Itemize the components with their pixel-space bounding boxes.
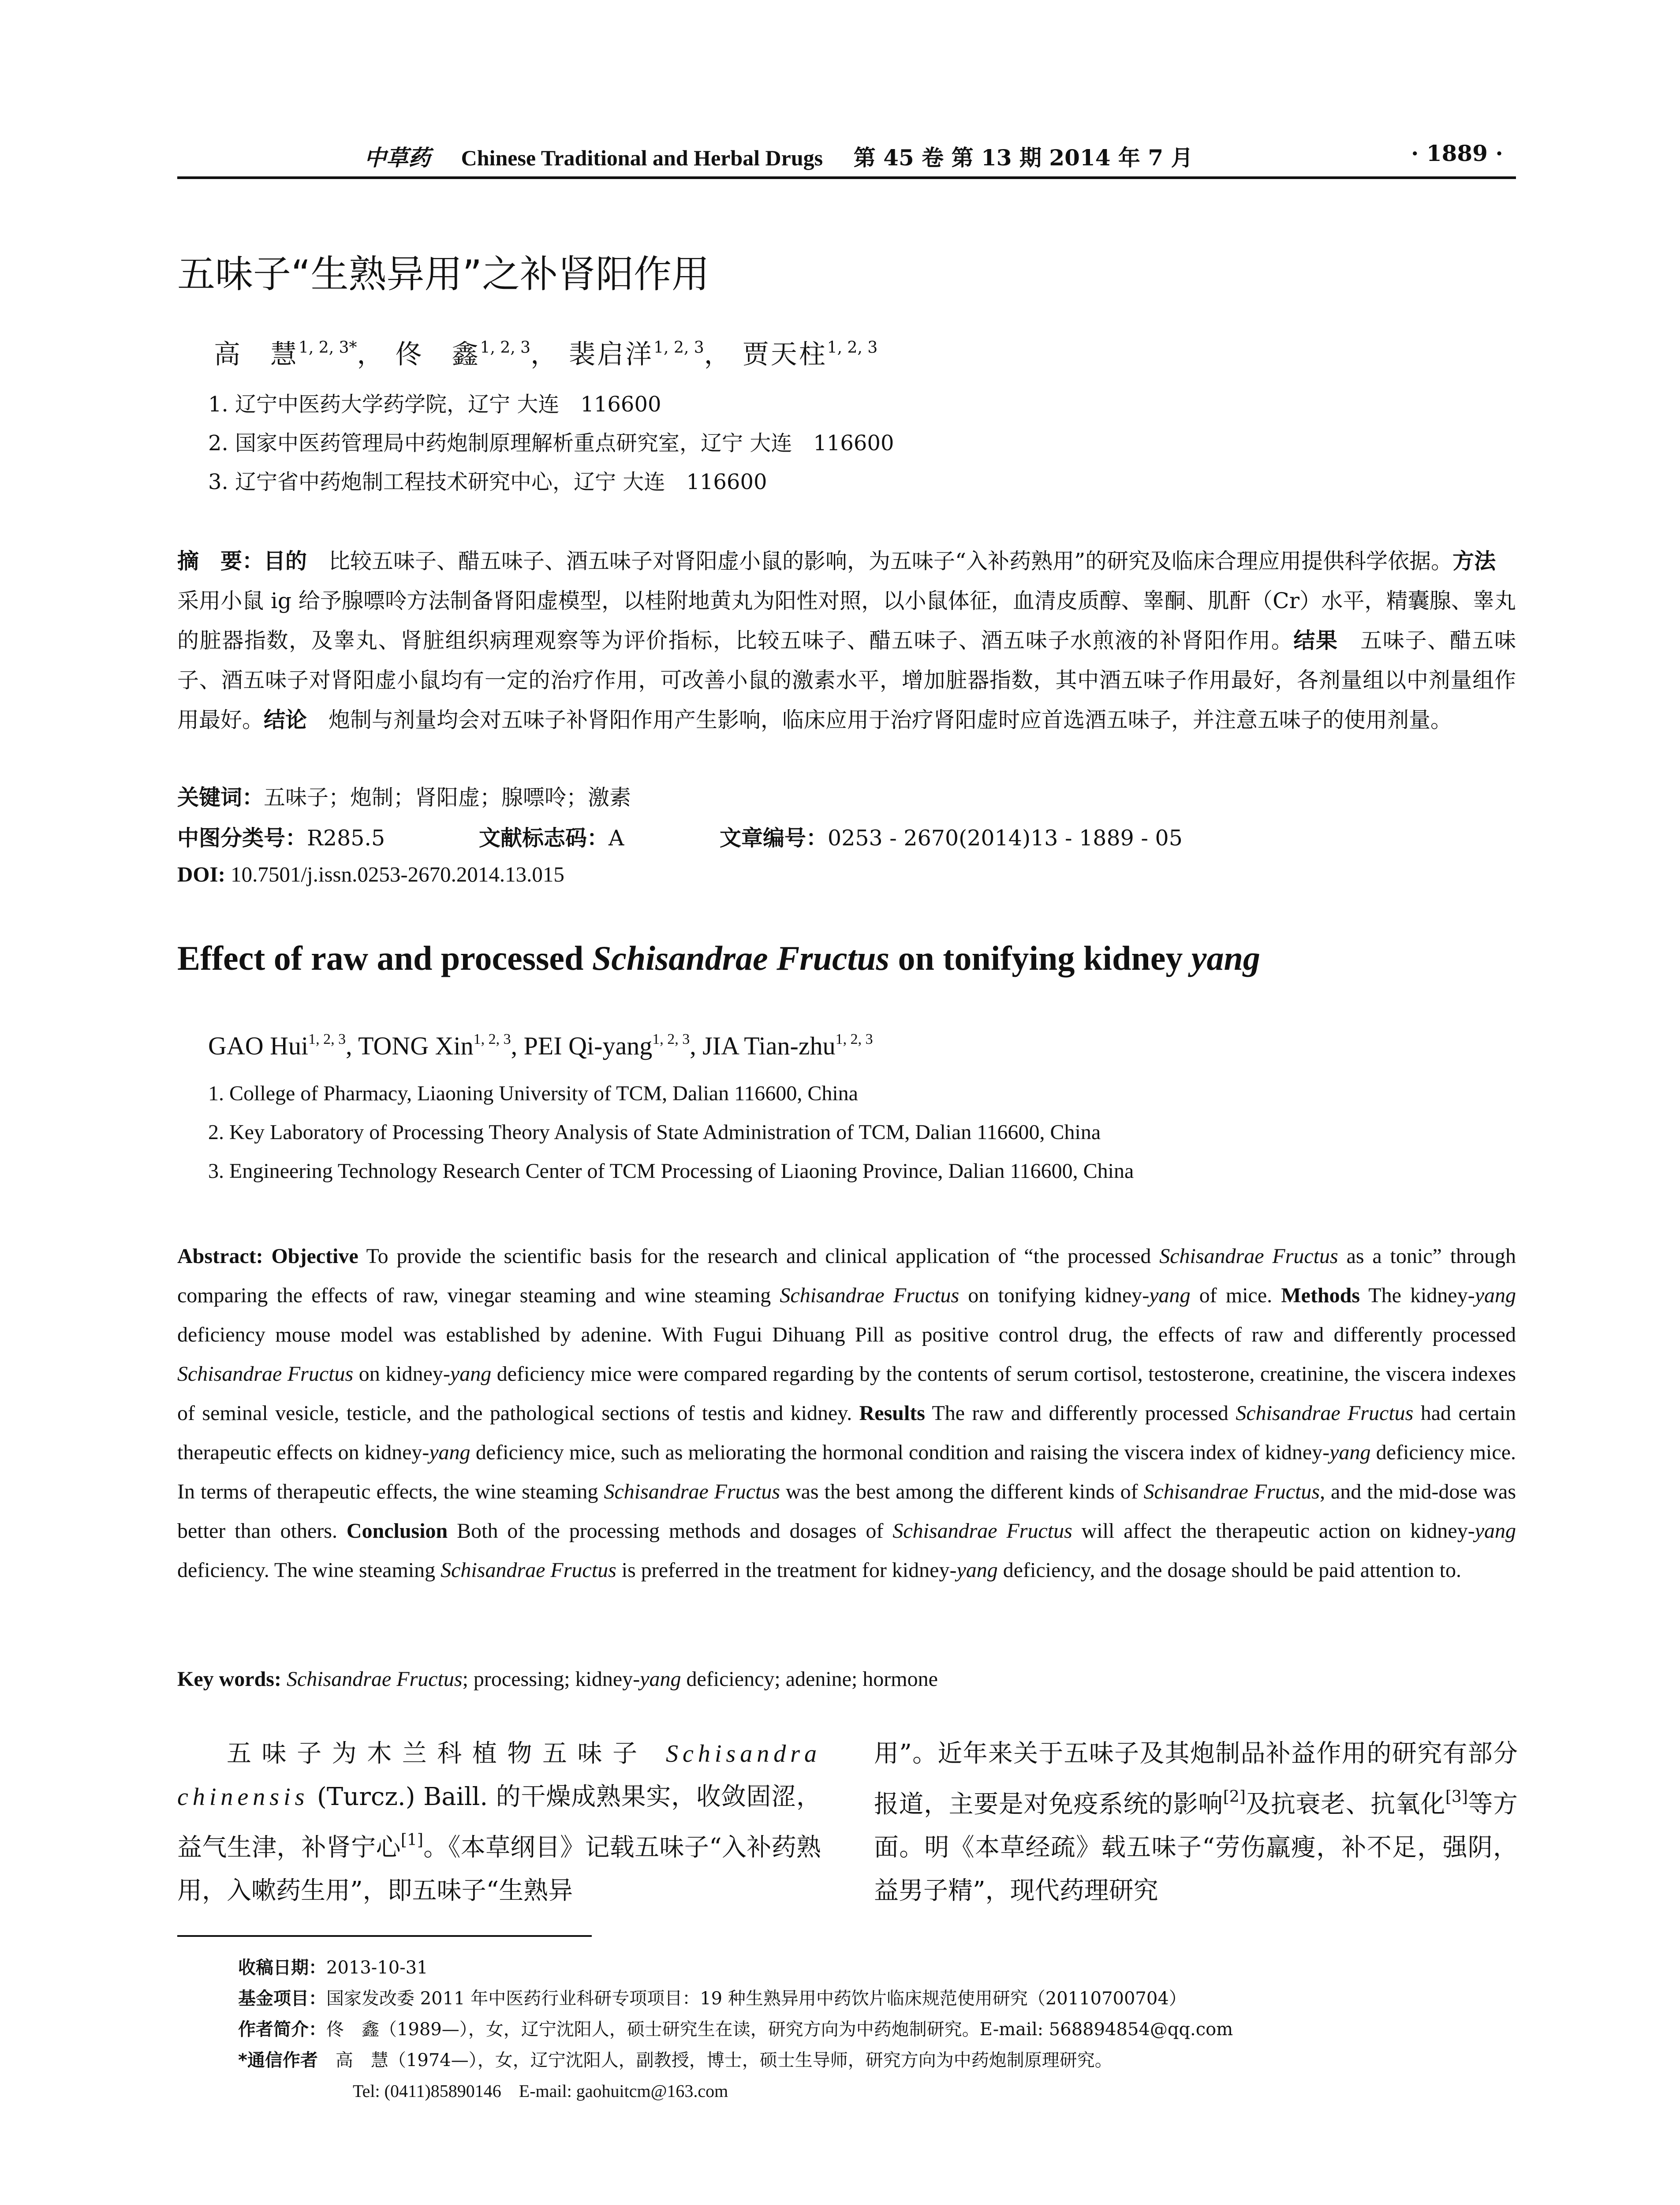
keywords-en: [177, 1667, 938, 1691]
body-text: 。《本草纲目》记载五味子“入补药熟用，入嗽药生用”，即五味子“生熟异: [177, 1833, 821, 1905]
doi-label: DOI:: [177, 862, 225, 886]
methods-label-cn: 方法: [1452, 549, 1496, 574]
abstract-text: on kidney-: [353, 1362, 450, 1386]
author-cn-name: 裴启洋: [569, 339, 654, 370]
yang-term: yang: [450, 1362, 492, 1386]
abstract-text: The kidney-: [1360, 1284, 1475, 1307]
results-label-en: Results: [859, 1401, 925, 1425]
species-name: Schisandrae Fructus: [1236, 1401, 1414, 1425]
footnote-text: 高 慧（1974—），女，辽宁沈阳人，副教授，博士，硕士生导师，研究方向为中药炮制原理研究。: [317, 2050, 1113, 2070]
title-en-part: on tonifying kidney: [889, 939, 1191, 977]
body-text: 五味子为木兰科植物五味子: [227, 1739, 666, 1768]
yang-term: yang: [1149, 1284, 1191, 1307]
abstract-text: on tonifying kidney-: [959, 1284, 1150, 1307]
author-en-name: JIA Tian-zhu: [702, 1031, 836, 1060]
clc-value: R285.5: [307, 826, 385, 851]
yang-term: yang: [429, 1441, 470, 1464]
title-en-yang: yang: [1191, 939, 1260, 977]
author-en-sup: 1, 2, 3: [308, 1031, 346, 1047]
body-column-right: [874, 1732, 1518, 1913]
yang-term: yang: [1475, 1284, 1516, 1307]
abstract-text: had certain therapeutic effects on kidney-: [177, 1401, 1516, 1464]
author-en-name: GAO Hui: [208, 1031, 309, 1060]
yang-term: yang: [1475, 1519, 1516, 1543]
author-cn-sup: 1, 2, 3*: [299, 339, 357, 357]
article-value: 0253 - 2670(2014)13 - 1889 - 05: [828, 826, 1183, 851]
keywords-cn: [177, 781, 631, 811]
methods-label-en: Methods: [1281, 1284, 1360, 1307]
abstract-text: is preferred in the treatment for kidney-: [616, 1558, 957, 1582]
species-name: Schisandrae Fructus: [1143, 1480, 1320, 1503]
affiliation-en: 3. Engineering Technology Research Center of TCM Processing of Liaoning Province, Dalian 116600, China: [208, 1159, 1134, 1183]
keywords-text: deficiency; adenine; hormone: [681, 1667, 938, 1691]
footnote-label: 基金项目：: [238, 1988, 326, 2009]
title-en-part: Effect of raw and processed: [177, 939, 592, 977]
doi-line: [177, 862, 564, 887]
conclusion-text-cn: 炮制与剂量均会对五味子补肾阳作用产生影响，临床应用于治疗肾阳虚时应首选酒五味子，并注意五味子的使用剂量。: [307, 707, 1452, 733]
author-en-sup: 1, 2, 3: [652, 1031, 690, 1047]
doc-value: A: [609, 826, 624, 851]
article-label: 文章编号：: [720, 826, 828, 851]
footnote-author: [238, 2015, 1233, 2041]
abstract-text: of mice.: [1190, 1284, 1273, 1307]
journal-name-en: Chinese Traditional and Herbal Drugs: [461, 146, 823, 170]
abstract-text: deficiency. The wine steaming: [177, 1558, 441, 1582]
footnote-fund: [238, 1984, 1187, 2010]
doc-code: [479, 821, 624, 852]
keywords-en-label: Key words:: [177, 1667, 281, 1691]
author-en-name: PEI Qi-yang: [523, 1031, 653, 1060]
affiliation-cn: 3. 辽宁省中药炮制工程技术研究中心，辽宁 大连 116600: [208, 470, 767, 494]
affiliation-en: 2. Key Laboratory of Processing Theory Analysis of State Administration of TCM, Dalian 116600, China: [208, 1121, 1101, 1144]
body-text: 及抗衰老、抗氧化: [1245, 1790, 1445, 1819]
yang-term: yang: [956, 1558, 998, 1582]
body-text: (Turcz.) Baill. 的干燥成熟果实，收敛固涩，益气生津，补肾宁心: [177, 1783, 821, 1862]
objective-text-cn: 比较五味子、醋五味子、酒五味子对肾阳虚小鼠的影响，为五味子“入补药熟用”的研究及临床合理应用提供科学依据。: [307, 549, 1453, 574]
clc-label: 中图分类号：: [177, 826, 307, 851]
citation-ref: [1]: [400, 1831, 423, 1849]
doi-value: 10.7501/j.issn.0253-2670.2014.13.015: [231, 862, 564, 886]
abstract-text: deficiency mice were compared regarding by the contents of serum cortisol, testosterone, creatinine, the viscera indexes of seminal vesicle, testicle, and the pathological sections of testis and kidney.: [177, 1362, 1516, 1425]
title-en: [177, 938, 1260, 978]
title-cn: 五味子“生熟异用”之补肾阳作用: [177, 252, 710, 296]
citation-ref: [2]: [1223, 1788, 1246, 1806]
journal-name-cn: 中草药: [364, 145, 430, 171]
footnote-label: *通信作者: [238, 2050, 318, 2070]
authors-cn: [214, 333, 877, 371]
footnote-received: [238, 1954, 428, 1979]
keywords-text: ; processing; kidney-: [462, 1667, 640, 1691]
abstract-text: was the best among the different kinds of: [780, 1480, 1144, 1503]
citation-ref: [3]: [1445, 1788, 1468, 1806]
footnote-text: 2013-10-31: [326, 1958, 428, 1978]
abstract-text: deficiency mouse model was established by adenine. With Fugui Dihuang Pill as positive control drug, the effects of raw and differently processed: [177, 1323, 1516, 1346]
footnote-text: 佟 鑫（1989—），女，辽宁沈阳人，硕士研究生在读，研究方向为中药炮制研究。E-mail: 568894854@qq.com: [326, 2019, 1233, 2040]
footnote-label: 作者简介：: [238, 2019, 326, 2040]
abstract-en-label: Abstract: Objective: [177, 1245, 358, 1268]
author-cn-sup: 1, 2, 3: [480, 339, 531, 357]
species-name: Schisandrae Fructus: [780, 1284, 959, 1307]
author-en-sup: 1, 2, 3: [835, 1031, 873, 1047]
keywords-cn-label: 关键词：: [177, 785, 264, 810]
author-en-sup: 1, 2, 3: [473, 1031, 511, 1047]
results-label-cn: 结果: [1293, 628, 1338, 653]
author-cn-sep: ，: [704, 339, 732, 370]
abstract-text: deficiency, and the dosage should be paid attention to.: [997, 1558, 1461, 1582]
abstract-text: deficiency mice. In terms of therapeutic effects, the wine steaming: [177, 1441, 1516, 1503]
conclusion-label-en: Conclusion: [346, 1519, 448, 1543]
keyword-yang: yang: [640, 1667, 681, 1691]
author-cn-sep: ，: [530, 339, 559, 370]
body-column-left: [177, 1732, 821, 1913]
author-cn-sup: 1, 2, 3: [653, 339, 704, 357]
body-text: 用”。近年来关于五味子及其炮制品补益作用的研究有部分报道，主要是对免疫系统的影响: [874, 1739, 1518, 1819]
abstract-text: as a tonic” through comparing the effects of raw, vinegar steaming and wine steaming: [177, 1245, 1516, 1307]
body-text: 等方面。明《本草经疏》载五味子“劳伤羸瘦，补不足，强阴，益男子精”，现代药理研究: [874, 1790, 1518, 1905]
title-en-species: Schisandrae Fructus: [592, 939, 889, 977]
page-number: · 1889 ·: [1411, 140, 1503, 166]
author-cn-name: 佟 鑫: [395, 339, 480, 370]
abstract-text: will affect the therapeutic action on kidney-: [1072, 1519, 1475, 1543]
species-name: Schisandrae Fructus: [892, 1519, 1072, 1543]
footnote-rule: [177, 1935, 592, 1937]
footnote-label: 收稿日期：: [238, 1958, 326, 1978]
species-name: Schisandrae Fructus: [1159, 1245, 1338, 1268]
author-en-sep: ,: [511, 1031, 524, 1060]
species-name: Schisandrae Fructus: [177, 1362, 354, 1386]
abstract-text: , and the mid-dose was better than others.: [177, 1480, 1516, 1543]
header-rule: [177, 176, 1516, 179]
author-en-sep: ,: [346, 1031, 358, 1060]
classification-line: [177, 821, 385, 852]
abstract-cn: [177, 542, 1516, 740]
conclusion-label-cn: 结论: [264, 707, 307, 733]
affiliation-cn: 1. 辽宁中医药大学药学院，辽宁 大连 116600: [208, 392, 661, 417]
journal-issue: 第 45 卷 第 13 期 2014 年 7 月: [853, 145, 1193, 171]
footnote-contact: Tel: (0411)85890146 E-mail: gaohuitcm@163.com: [353, 2081, 728, 2101]
authors-en: [208, 1031, 873, 1061]
journal-header: [364, 140, 1193, 172]
abstract-text: To provide the scientific basis for the research and clinical application of “the processed: [358, 1245, 1160, 1268]
author-cn-name: 高 慧: [214, 339, 299, 370]
abstract-text: deficiency mice, such as meliorating the hormonal condition and raising the viscera index of kidney-: [470, 1441, 1330, 1464]
abstract-text: The raw and differently processed: [925, 1401, 1236, 1425]
author-en-sep: ,: [690, 1031, 703, 1060]
species-name: Schisandrae Fructus: [441, 1558, 616, 1582]
affiliation-en: 1. College of Pharmacy, Liaoning University of TCM, Dalian 116600, China: [208, 1082, 858, 1105]
author-cn-sep: ，: [357, 339, 385, 370]
doc-label: 文献标志码：: [479, 826, 609, 851]
keyword-species: Schisandrae Fructus: [281, 1667, 463, 1691]
results-text-cn: 五味子、醋五味子、酒五味子对肾阳虚小鼠均有一定的治疗作用，可改善小鼠的激素水平，增加脏器指数，其中酒五味子作用最好，各剂量组以中剂量组作用最好。: [177, 628, 1516, 733]
footnote-corresponding: [238, 2046, 1113, 2071]
keywords-cn-text: 五味子；炮制；肾阳虚；腺嘌呤；激素: [264, 785, 631, 810]
abstract-text: Both of the processing methods and dosages of: [448, 1519, 893, 1543]
methods-text-cn: 采用小鼠 ig 给予腺嘌呤方法制备肾阳虚模型，以桂附地黄丸为阳性对照，以小鼠体征，血清皮质醇、睾酮、肌酐（Cr）水平，精囊腺、睾丸的脏器指数，及睾丸、肾脏组织病理观察等为评价指标，比较五味子、醋五味子、酒五味子水煎液的补肾阳作用。: [177, 549, 1518, 653]
species-name: Schisandrae Fructus: [604, 1480, 780, 1503]
abstract-en: [177, 1237, 1516, 1590]
objective-label-cn: 目的: [264, 549, 307, 574]
author-cn-name: 贾天柱: [742, 339, 827, 370]
abstract-cn-label: 摘 要：: [177, 549, 264, 574]
article-number: [720, 821, 1183, 852]
yang-term: yang: [1329, 1441, 1371, 1464]
footnote-text: 国家发改委 2011 年中医药行业科研专项项目：19 种生熟异用中药饮片临床规范使用研究（20110700704）: [326, 1988, 1187, 2009]
author-en-name: TONG Xin: [358, 1031, 474, 1060]
author-cn-sup: 1, 2, 3: [827, 339, 878, 357]
species-latin: Schisandra chinensis: [177, 1740, 821, 1811]
affiliation-cn: 2. 国家中医药管理局中药炮制原理解析重点研究室，辽宁 大连 116600: [208, 431, 894, 456]
